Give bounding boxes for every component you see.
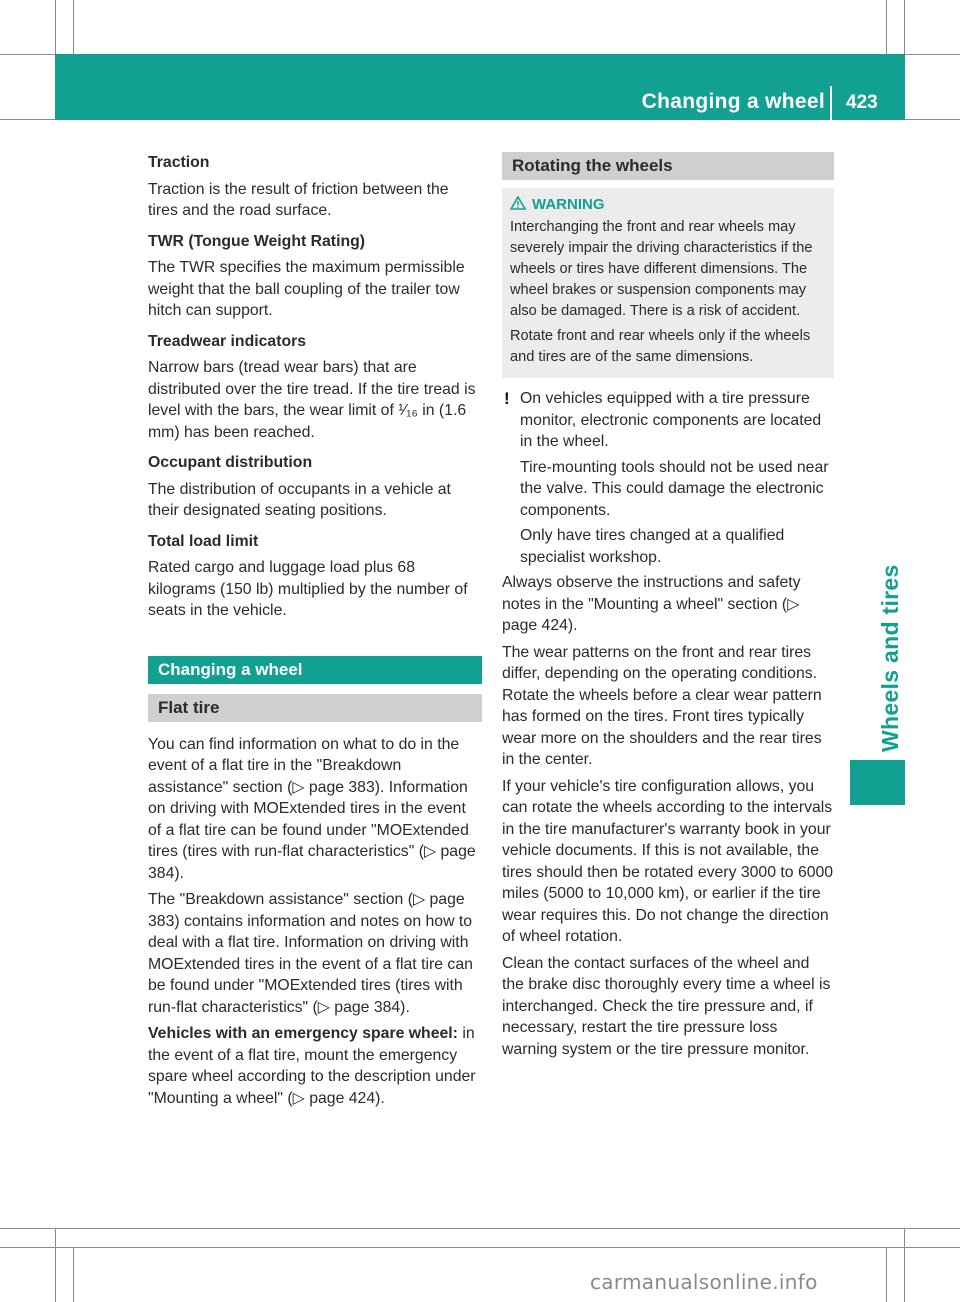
chapter-tab-marker [850,760,905,805]
warning-paragraph-2: Rotate front and rear wheels only if the wheels and tires are of the same dimensions. [510,328,811,365]
term-spare-wheel: Vehicles with an emergency spare wheel: [148,1025,458,1042]
crop-mark [73,1247,74,1302]
page-number: 423 [846,92,878,113]
definition-treadwear: Narrow bars (tread wear bars) that are distributed over the tire tread. If the tire tread is level with the bars, the wear limit of ¹⁄₁₆ in (1.6 mm) has been reached. [148,359,476,441]
flat-tire-paragraph-1: You can find information on what to do in the event of a flat tire in the "Breakdown assistance" section (▷ page 383). Information on driving with MOExtended tires in the event of a flat tire can be found under "MOExtended tires (tires with run-flat characteristics" (▷ page 384). [148,735,476,882]
spare-wheel-text: in the event of a flat tire, mount the emergency spare wheel according to the description under "Mounting a wheel" (▷ page 424). [148,1025,476,1107]
rotation-paragraph-2: The wear patterns on the front and rear tires differ, depending on the operating conditions. Rotate the wheels before a clear wear pattern has formed on the tires. Front tires typically wear more on the shoulders and the rear tires in the center. [502,643,822,768]
crop-mark [0,1228,960,1229]
exclamation-icon: ! [504,389,510,408]
crop-mark [904,1228,905,1302]
term-traction: Traction [148,154,210,171]
crop-mark [886,0,887,54]
warning-label: WARNING [532,196,605,213]
crop-mark [0,1247,960,1248]
spare-wheel-paragraph [148,1023,482,1109]
subsection-heading-flat-tire: Flat tire [148,694,482,722]
rotation-paragraph-4: Clean the contact surfaces of the wheel and the brake disc thoroughly every time a wheel is interchanged. Check the tire pressure and, if necessary, restart the tire pressure loss warning system or the tire pressure monitor. [502,954,831,1058]
rotation-paragraph-3: If your vehicle's tire configuration allows, you can rotate the wheels according to the intervals in the tire manufacturer's warranty book in your vehicle documents. If this is not available, the tires should then be rotated every 3000 to 6000 miles (5000 to 10,000 km), or earlier if the tire wear requires this. Do not change the direction of wheel rotation. [502,777,834,945]
definition-load-limit: Rated cargo and luggage load plus 68 kilograms (150 lb) multiplied by the number of seats in the vehicle. [148,559,468,619]
watermark: carmanualsonline.info [590,1270,818,1294]
right-column [502,152,834,1065]
term-load-limit: Total load limit [148,532,259,550]
flat-tire-paragraph-2: The "Breakdown assistance" section (▷ page 383) contains information and notes on how to deal with a flat tire. Information on driving with MOExtended tires in the event of a flat tire can be found under "MOExtended tires (tires with run-flat characteristics" (▷ page 384). [148,891,473,1016]
left-column [148,152,482,1114]
warning-paragraph-1: Interchanging the front and rear wheels may severely impair the driving characteristics if the wheels or tires have different dimensions. The wheel brakes or suspension components may also be damaged. There is a risk of accident. [510,219,813,319]
notice-paragraph-1: On vehicles equipped with a tire pressure monitor, electronic components are located in the wheel. [520,390,822,450]
section-heading-changing-wheel: Changing a wheel [148,656,482,684]
warning-triangle-icon [510,196,526,210]
definition-traction: Traction is the result of friction between the tires and the road surface. [148,180,449,219]
header-divider [830,86,832,120]
crop-mark [73,0,74,54]
definition-occupant: The distribution of occupants in a vehicle at their designated seating positions. [148,480,451,519]
crop-mark [886,1247,887,1302]
section-heading-rotating-wheels: Rotating the wheels [502,152,834,180]
notice-block [502,388,834,568]
crop-mark [55,1228,56,1302]
rotation-paragraph-1: Always observe the instructions and safety notes in the "Mounting a wheel" section (▷ page 424). [502,574,801,634]
notice-paragraph-3: Only have tires changed at a qualified specialist workshop. [520,527,785,566]
term-twr: TWR (Tongue Weight Rating) [148,232,366,250]
definition-twr: The TWR specifies the maximum permissible weight that the ball coupling of the trailer tow hitch can support. [148,259,465,319]
chapter-tab-label: Wheels and tires [877,564,903,752]
warning-box [502,188,834,378]
page-title: Changing a wheel [641,90,825,113]
warning-heading [510,194,826,215]
notice-paragraph-2: Tire-mounting tools should not be used near the valve. This could damage the electronic components. [520,458,829,519]
term-occupant: Occupant distribution [148,454,313,471]
term-treadwear: Treadwear indicators [148,332,307,350]
